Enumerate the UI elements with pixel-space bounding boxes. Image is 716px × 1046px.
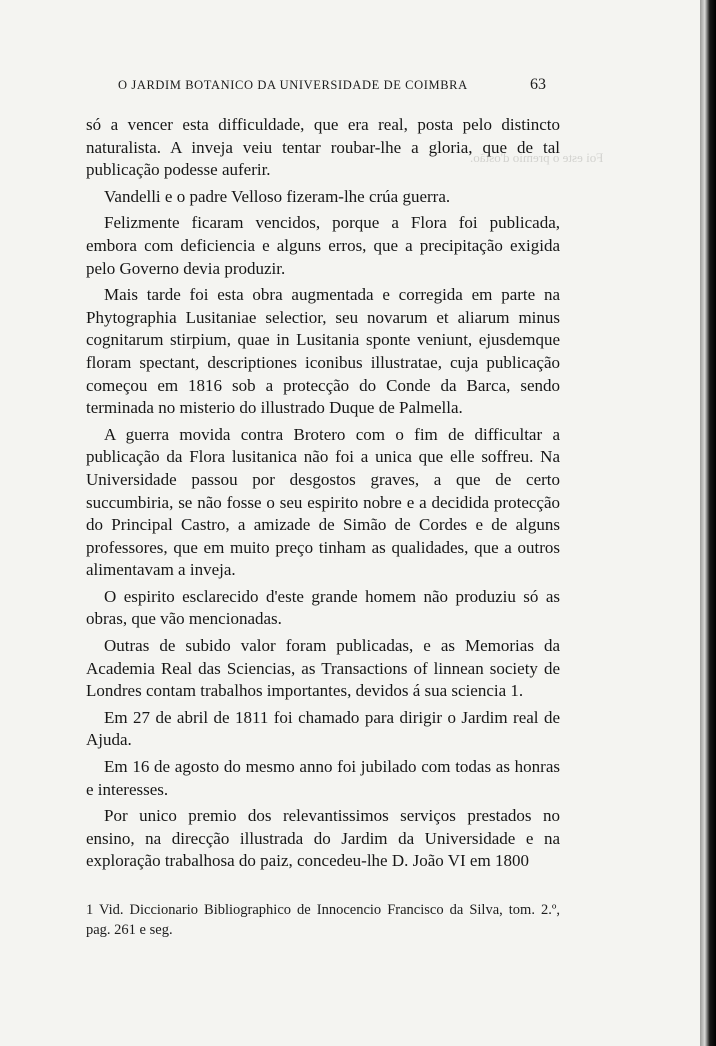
paragraph: A guerra movida contra Brotero com o fim de difficultar a publicação da Flora lusitanica não foi a unica que elle soffreu. Na Universidade passou por desgostos graves, a que de certo succumbiria, se não fosse o seu espirito nobre e a decidida protecção do Principal Castro, a amizade de Simão de Cordes e de alguns professores, que em muito preço tinham as qualidades, que a outros alimentavam a inveja. [86,424,560,580]
running-header: O JARDIM BOTANICO DA UNIVERSIDADE DE COIMBRA [118,78,468,92]
paragraph: Felizmente ficaram vencidos, porque a Flora foi publicada, embora com deficiencia e alguns erros, que a precipitação exigida pelo Governo devia produzir. [86,213,560,278]
page-body [86,114,560,873]
paragraph: Em 27 de abril de 1811 foi chamado para dirigir o Jardim real de Ajuda. [86,707,560,750]
page-number: 63 [530,76,546,93]
paragraph: só a vencer esta difficuldade, que era real, posta pelo distincto naturalista. A inveja veiu tentar roubar-lhe a gloria, que de tal publicação podesse auferir. [86,115,560,180]
page-edge [700,0,716,1046]
paragraph: Em 16 de agosto do mesmo anno foi jubilado com todas as honras e interesses. [86,757,560,799]
paragraph: Mais tarde foi esta obra augmentada e corregida em parte na Phytographia Lusitaniae selectior, seu novarum et aliarum minus cognitarum stirpium, quae in Lusitania sponte veniunt, ejusdemque floram spectant, descriptiones iconibus illustratae, cuja publicação começou em 1816 sob a protecção do Conde da Barca, sendo terminada no misterio do illustrado Duque de Palmella. [86,285,560,418]
footnote: 1 Vid. Diccionario Bibliographico de Innocencio Francisco da Silva, tom. 2.º, pag. 261 e seg. [86,902,560,938]
show-through-text: Foi este o premio d'ostão. [470,150,604,165]
paragraph: Vandelli e o padre Velloso fizeram-lhe crúa guerra. [104,186,451,206]
paragraph: Por unico premio dos relevantissimos serviços prestados no ensino, na direcção illustrada do Jardim da Universidade e na exploração trabalhosa do paiz, concedeu-lhe D. João VI em 1800 [86,806,560,871]
paragraph: Outras de subido valor foram publicadas, e as Memorias da Academia Real das Sciencias, as Transactions of linnean society de Londres contam trabalhos importantes, devidos á sua sciencia 1. [86,636,560,701]
paragraph: O espirito esclarecido d'este grande homem não produziu só as obras, que vão mencionadas. [86,586,560,629]
